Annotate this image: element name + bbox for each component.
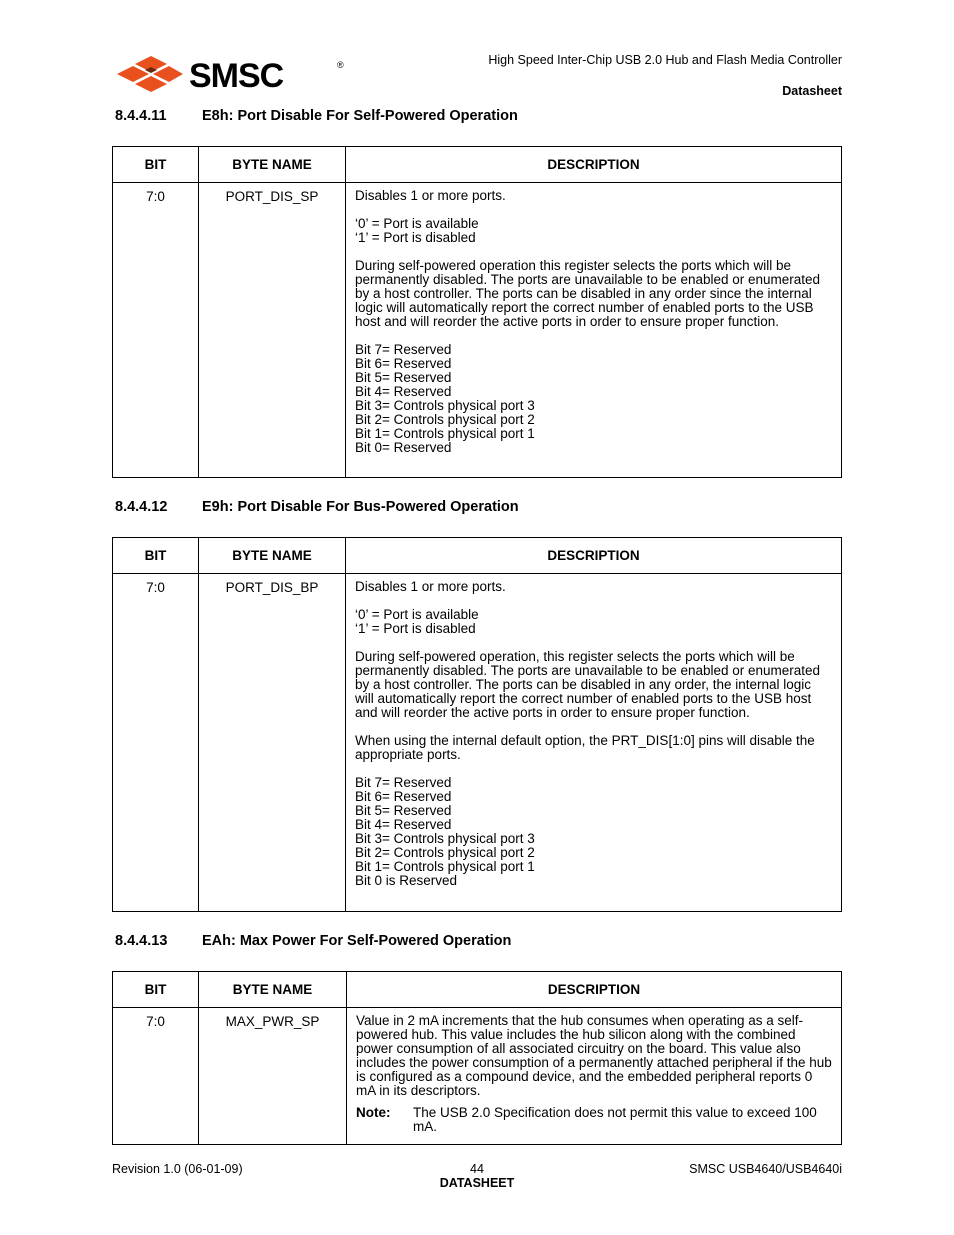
description-line: When using the internal default option, the PRT_DIS[1:0] pins will disable the appropriate ports. bbox=[355, 733, 815, 762]
column-header-bit: BIT bbox=[113, 538, 199, 574]
column-header-description: DESCRIPTION bbox=[346, 538, 842, 574]
description-line: ‘0’ = Port is available bbox=[355, 607, 479, 622]
table-row bbox=[113, 183, 842, 478]
description-line: During self-powered operation this register selects the ports which will be permanently disabled. The ports are unavailable to be enabled or enumerated by a host controller. The ports can be disabled in any order since the internal logic will automatically report the correct number of enabled ports to the USB host and will reorder the active ports in order to ensure proper function. bbox=[355, 258, 821, 329]
column-header-description: DESCRIPTION bbox=[346, 147, 842, 183]
description-line: Bit 6= Reserved bbox=[355, 356, 452, 371]
section-number: 8.4.4.13 bbox=[115, 933, 168, 949]
description-paragraph bbox=[355, 259, 832, 329]
column-header-bit: BIT bbox=[113, 972, 199, 1008]
description-line: Disables 1 or more ports. bbox=[355, 188, 506, 203]
register-table bbox=[112, 146, 842, 478]
register-table bbox=[112, 971, 842, 1145]
note bbox=[356, 1106, 832, 1134]
note-text: The USB 2.0 Specification does not permit this value to exceed 100 mA. bbox=[413, 1105, 817, 1134]
note-label: Note: bbox=[356, 1105, 391, 1120]
section-number: 8.4.4.11 bbox=[115, 108, 167, 124]
footer-product: SMSC USB4640/USB4640i bbox=[689, 1162, 842, 1176]
footer-doc-type: DATASHEET bbox=[439, 1176, 515, 1190]
description-paragraph bbox=[355, 734, 832, 762]
description-paragraph bbox=[356, 1014, 832, 1098]
section-title: EAh: Max Power For Self-Powered Operation bbox=[202, 933, 512, 949]
bit-cell: 7:0 bbox=[113, 1008, 199, 1145]
description-paragraph bbox=[355, 217, 832, 245]
byte-name-cell: PORT_DIS_BP bbox=[199, 574, 346, 912]
footer-revision: Revision 1.0 (06-01-09) bbox=[112, 1162, 243, 1176]
description-line: Bit 3= Controls physical port 3 bbox=[355, 831, 535, 846]
description-paragraph bbox=[355, 580, 832, 594]
description-paragraph bbox=[355, 608, 832, 636]
description-line: Bit 4= Reserved bbox=[355, 384, 452, 399]
logo-wordmark: SMSC bbox=[189, 57, 284, 95]
section-number: 8.4.4.12 bbox=[115, 499, 168, 515]
description-line: Bit 7= Reserved bbox=[355, 342, 452, 357]
description-paragraph bbox=[355, 776, 832, 888]
description-line: Bit 0= Reserved bbox=[355, 440, 452, 455]
description-line: ‘0’ = Port is available bbox=[355, 216, 479, 231]
description-line: ‘1’ = Port is disabled bbox=[355, 230, 476, 245]
description-line: Disables 1 or more ports. bbox=[355, 579, 506, 594]
description-line: Bit 3= Controls physical port 3 bbox=[355, 398, 535, 413]
smsc-logo bbox=[115, 54, 350, 96]
description-line: Bit 7= Reserved bbox=[355, 775, 452, 790]
column-header-byte-name: BYTE NAME bbox=[199, 972, 347, 1008]
description-line: Bit 6= Reserved bbox=[355, 789, 452, 804]
description-paragraph bbox=[355, 189, 832, 203]
bit-cell: 7:0 bbox=[113, 574, 199, 912]
document-title: High Speed Inter-Chip USB 2.0 Hub and Flash Media Controller bbox=[488, 53, 842, 67]
description-line: Bit 5= Reserved bbox=[355, 370, 452, 385]
column-header-byte-name: BYTE NAME bbox=[199, 147, 346, 183]
column-header-description: DESCRIPTION bbox=[347, 972, 842, 1008]
column-header-bit: BIT bbox=[113, 147, 199, 183]
description-line: Value in 2 mA increments that the hub consumes when operating as a self-powered hub. This value includes the hub silicon along with the combined power consumption of all associated circuitry on the board. This value also includes the power consumption of a permanently attached peripheral if the hub is configured as a compound device, and the embedded peripheral reports 0 mA in its descriptors. bbox=[356, 1013, 832, 1098]
description-line: Bit 1= Controls physical port 1 bbox=[355, 426, 535, 441]
description-line: Bit 2= Controls physical port 2 bbox=[355, 845, 535, 860]
table-row bbox=[113, 1008, 842, 1145]
section-heading bbox=[115, 933, 511, 949]
description-line: During self-powered operation, this register selects the ports which will be permanently disabled. The ports are unavailable to be enabled or enumerated by a host controller. The ports can be disabled in any order, the internal logic will automatically report the correct number of enabled ports to the USB host and will reorder the active ports in order to ensure proper function. bbox=[355, 649, 821, 720]
byte-name-cell: MAX_PWR_SP bbox=[199, 1008, 347, 1145]
description-cell bbox=[346, 574, 842, 912]
column-header-byte-name: BYTE NAME bbox=[199, 538, 346, 574]
page-number: 44 bbox=[470, 1162, 484, 1176]
description-line: Bit 0 is Reserved bbox=[355, 873, 458, 888]
logo-mark-icon bbox=[117, 56, 183, 92]
description-line: Bit 1= Controls physical port 1 bbox=[355, 859, 535, 874]
section-title: E9h: Port Disable For Bus-Powered Operation bbox=[202, 499, 519, 515]
registered-mark: ® bbox=[337, 60, 344, 70]
table-row bbox=[113, 574, 842, 912]
description-line: Bit 5= Reserved bbox=[355, 803, 452, 818]
section-title: E8h: Port Disable For Self-Powered Operation bbox=[202, 108, 518, 124]
description-cell bbox=[347, 1008, 842, 1145]
description-line: Bit 2= Controls physical port 2 bbox=[355, 412, 535, 427]
section-heading bbox=[115, 499, 519, 515]
bit-cell: 7:0 bbox=[113, 183, 199, 478]
description-line: Bit 4= Reserved bbox=[355, 817, 452, 832]
section-heading bbox=[115, 108, 518, 124]
description-paragraph bbox=[355, 343, 832, 455]
byte-name-cell: PORT_DIS_SP bbox=[199, 183, 346, 478]
description-paragraph bbox=[355, 650, 832, 720]
description-line: ‘1’ = Port is disabled bbox=[355, 621, 476, 636]
document-subtitle: Datasheet bbox=[782, 84, 842, 98]
description-cell bbox=[346, 183, 842, 478]
register-table bbox=[112, 537, 842, 912]
